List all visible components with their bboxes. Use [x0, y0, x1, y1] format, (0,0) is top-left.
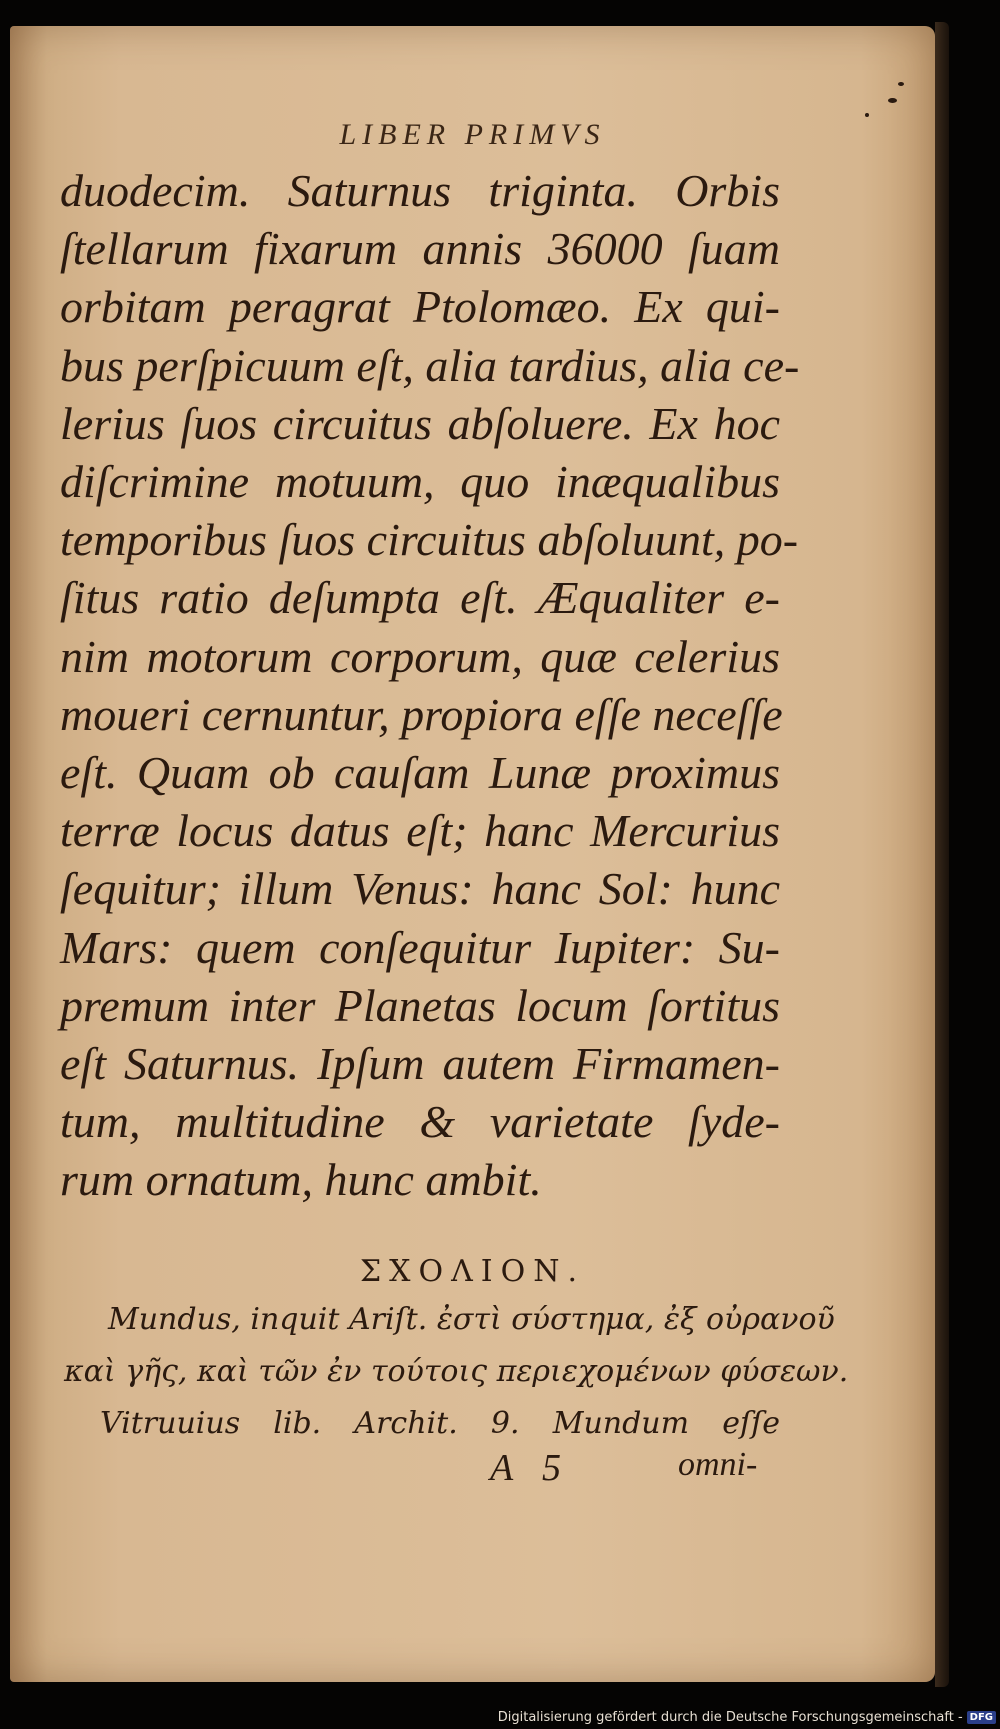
text-line: premum inter Planetas locum ſortitus — [60, 979, 780, 1031]
scholion-line: Mundus, inquit Ariſt. ἐστὶ σύστημα, ἐξ οὐρανοῦ — [108, 1302, 835, 1337]
ink-speck — [865, 113, 869, 117]
scholion-heading: ΣΧΟΛΙΟΝ. — [359, 1254, 586, 1289]
text-line: eſt. Quam ob cauſam Lunæ proximus — [60, 747, 780, 799]
running-head: LIBER PRIMVS — [339, 118, 606, 151]
text-line: moueri cernuntur, propiora eſſe neceſſe — [60, 688, 783, 740]
text-line: temporibus ſuos circuitus abſoluunt, po- — [60, 514, 799, 566]
text-line: Mars: quem conſequitur Iupiter: Su- — [60, 921, 780, 973]
text-line: eſt Saturnus. Ipſum autem Firmamen- — [60, 1038, 780, 1090]
text-line: bus perſpicuum eſt, alia tardius, alia ce- — [60, 339, 800, 391]
body-text — [60, 162, 800, 1210]
text-line: terræ locus datus eſt; hanc Mercurius — [60, 805, 780, 857]
signature-mark: A 5 — [490, 1447, 572, 1489]
footer-text: Digitalisierung gefördert durch die Deutsche Forschungsgemeinschaft - — [497, 1710, 963, 1725]
text-line: lerius ſuos circuitus abſoluere. Ex hoc — [60, 397, 780, 449]
text-line: duodecim. Saturnus triginta. Orbis — [60, 165, 780, 216]
text-line: orbitam peragrat Ptolomæo. Ex qui- — [60, 281, 780, 333]
ink-speck — [898, 82, 904, 86]
text-line: ſequitur; illum Venus: hanc Sol: hunc — [60, 863, 780, 915]
catchword: omni- — [678, 1446, 758, 1483]
ink-speck — [888, 98, 897, 103]
digitization-footer — [498, 1710, 996, 1725]
scholion-line: καὶ γῆς, καὶ τῶν ἐν τούτοις περιεχομένων φύσεων. — [64, 1354, 849, 1389]
book-edge — [935, 22, 949, 1687]
text-line: diſcrimine motuum, quo inæqualibus — [60, 456, 780, 508]
scholion-line: Vitruuius lib. Archit. 9. Mundum eſſe — [100, 1406, 780, 1441]
text-line: tum, multitudine & varietate ſyde- — [60, 1096, 780, 1148]
text-line: ſitus ratio deſumpta eſt. Æqualiter e- — [60, 572, 780, 624]
book-page — [10, 26, 935, 1682]
text-line: ſtellarum fixarum annis 36000 ſuam — [60, 223, 780, 275]
dfg-logo: DFG — [967, 1711, 996, 1724]
scholion-text — [64, 1294, 849, 1450]
text-line: nim motorum corporum, quæ celerius — [60, 630, 780, 682]
text-line: rum ornatum, hunc ambit. — [60, 1154, 542, 1206]
